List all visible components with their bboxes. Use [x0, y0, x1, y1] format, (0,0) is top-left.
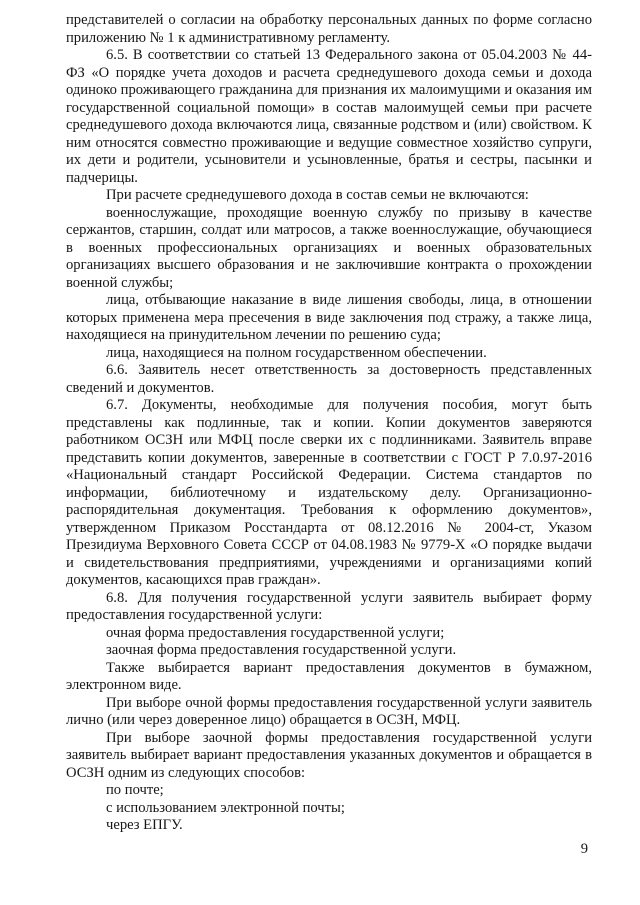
page-number: 9: [580, 841, 588, 857]
paragraph-6-7: 6.7. Документы, необходимые для получения пособия, могут быть представлены как подлинные, так и копии. Копии документов заверяются работником ОСЗН или МФЦ после сверки их с подлинниками. Заявитель вправе представить копии документов, заверенные в соответствии с ГОСТ Р 7.0.97-2016 «Национальный стандарт Российской Федерации. Система стандартов по информации, библиотечному и издательскому делу. Организационно-распорядительная документация. Требования к оформлению документов», утвержденном Приказом Росстандарта от 08.12.2016 № 2004-ст, Указом Президиума Верховного Совета СССР от 04.08.1983 № 9779-Х «О порядке выдачи и свидетельствования предприятиями, учреждениями и организациями копий документов, касающихся прав граждан».: [66, 397, 592, 588]
paragraph-in-person-form: очная форма предоставления государственной услуги;: [106, 624, 445, 641]
paragraph-document-variant: Также выбирается вариант предоставления документов в бумажном, электронном виде.: [66, 659, 592, 693]
paragraph-military: военнослужащие, проходящие военную службу по призыву в качестве сержантов, старшин, солдат или матросов, а также военнослужащие, обучающиеся в военных профессиональных организациях и военных образовательных организациях высшего образования и не заключившие контракта о прохождении военной службы;: [66, 204, 592, 291]
paragraph-remote-choice: При выборе заочной формы предоставления государственной услуги заявитель выбирает вариант предоставления указанных документов и обращается в ОСЗН одним из следующих способов:: [66, 729, 592, 781]
paragraph-6-8: 6.8. Для получения государственной услуги заявитель выбирает форму предоставления государственной услуги:: [66, 589, 592, 623]
document-page: [66, 12, 592, 835]
paragraph-remote-form: заочная форма предоставления государственной услуги.: [106, 642, 457, 658]
paragraph-by-email: с использованием электронной почты;: [106, 799, 345, 816]
paragraph-imprisoned: лица, отбывающие наказание в виде лишения свободы, лица, в отношении которых применена мера пресечения в виде заключения под стражу, а также лица, находящиеся на принудительном лечении по решению суда;: [66, 292, 592, 343]
paragraph-by-mail: по почте;: [106, 782, 164, 798]
paragraph-in-person-choice: При выборе очной формы предоставления государственной услуги заявитель лично (или через доверенное лицо) обращается в ОСЗН, МФЦ.: [66, 694, 592, 728]
paragraph-excluded-intro: При расчете среднедушевого дохода в состав семьи не включаются:: [106, 187, 529, 203]
paragraph-consent-continuation: представителей о согласии на обработку персональных данных по форме согласно приложению № 1 к административному регламенту.: [66, 12, 592, 46]
paragraph-via-epgu: через ЕПГУ.: [106, 817, 183, 833]
paragraph-state-support: лица, находящиеся на полном государственном обеспечении.: [106, 344, 487, 361]
paragraph-6-6: 6.6. Заявитель несет ответственность за достоверность представленных сведений и документов.: [66, 362, 592, 396]
paragraph-6-5: 6.5. В соответствии со статьей 13 Федерального закона от 05.04.2003 № 44-ФЗ «О порядке учета доходов и расчета среднедушевого дохода семьи и дохода одиноко проживающего гражданина для признания их малоимущими и оказания им государственной социальной помощи» в состав малоимущей семьи при расчете среднедушевого дохода включаются лица, связанные родством и (или) свойством. К ним относятся совместно проживающие и ведущие совместное хозяйство супруги, их дети и родители, усыновители и усыновленные, братья и сестры, пасынки и падчерицы.: [66, 47, 592, 186]
